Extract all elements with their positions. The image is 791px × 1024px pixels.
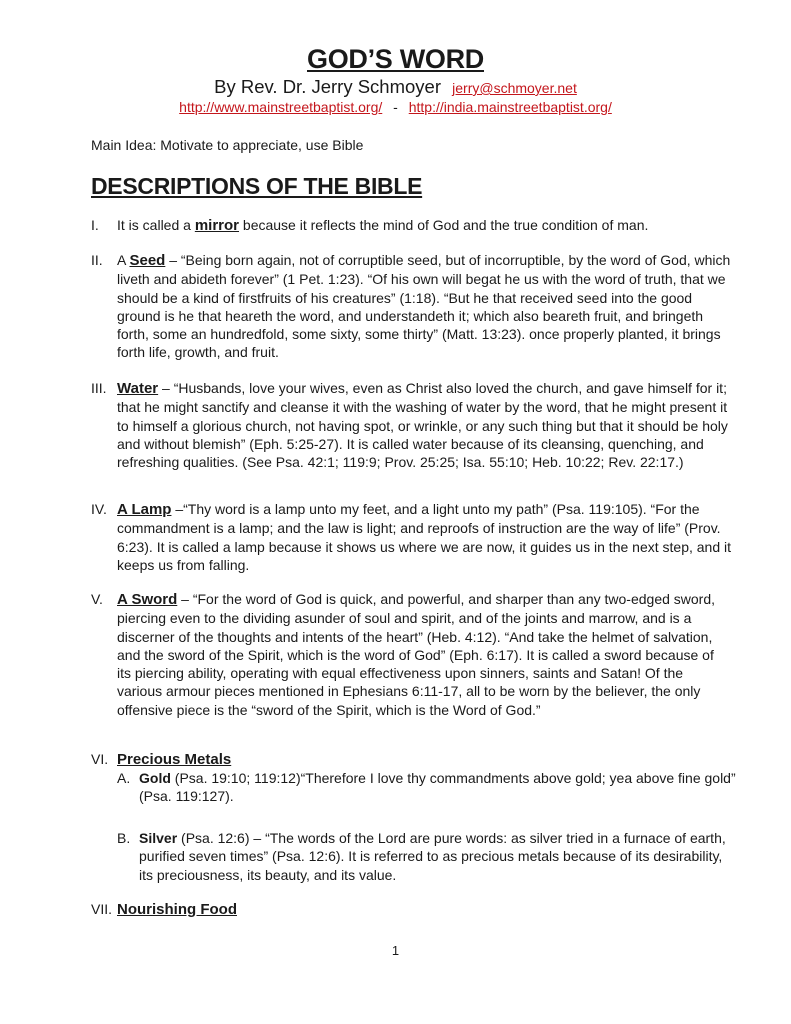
- sub-item-silver: B. Silver (Psa. 12:6) – “The words of the Lord are pure words: as silver tried in a furnace of earth, purified seven times” (Psa. 12:6). It is referred to as precious metals because of its desirability, its preciousness, its beauty, and its value.: [117, 830, 726, 883]
- item-number: VI.: [91, 751, 109, 767]
- item-number: IV.: [91, 501, 107, 517]
- item-label: Precious Metals: [117, 751, 232, 768]
- item-number: II.: [91, 252, 103, 268]
- item-number: III.: [91, 380, 107, 396]
- email-link[interactable]: jerry@schmoyer.net: [452, 80, 577, 96]
- item-label: Seed: [129, 252, 166, 269]
- list-item-nourishing-food: [91, 900, 731, 919]
- india-link[interactable]: http://india.mainstreetbaptist.org/: [408, 99, 612, 115]
- item-label: A Sword: [117, 591, 178, 608]
- page-number: 1: [391, 943, 400, 958]
- item-label: Nourishing Food: [117, 901, 237, 918]
- list-item-sword: V. A Sword – “For the word of God is quick, and powerful, and sharper than any two-edged sword, piercing even to the dividing asunder of soul and spirit, and of the joints and marrow, and is a discerner of the thoughts and intents of the heart” (Heb. 4:12). “And take the helmet of salvation, and the sword of the Spirit, which is the word of God” (Eph. 6:17). It is called a sword because of its piercing ability, operating with equal effectiveness upon sinners, saints and Satan! Of the various armour pieces mentioned in Ephesians 6:11-17, all to be worn by the believer, the only offensive piece is the “sword of the Spirit, which is the Word of God.”: [91, 591, 716, 718]
- section-heading: DESCRIPTIONS OF THE BIBLE: [91, 173, 423, 199]
- list-item-seed: II. A Seed – “Being born again, not of corruptible seed, but of incorruptible, by the word of God, which liveth and abideth forever” (1 Pet. 1:23). “Of his own will begat he us with the word of truth, that we should be a kind of firstfruits of his creatures” (1:18). “But he that received seed into the good ground is he that heareth the word, and understandeth it; which also beareth fruit, and bringeth forth, some an hundredfold, some sixty, some thirty” (Matt. 13:23). once properly planted, it brings forth life, growth, and fruit.: [91, 252, 731, 361]
- list-item-precious-metals: [91, 750, 731, 769]
- list-item-mirror: I. It is called a mirror because it reflects the mind of God and the true condition of man.: [91, 217, 649, 234]
- sub-item-letter: B.: [117, 830, 131, 846]
- item-number: VII.: [91, 901, 113, 917]
- author-name: By Rev. Dr. Jerry Schmoyer: [214, 76, 441, 97]
- item-number: V.: [91, 591, 103, 607]
- sub-item-label: Silver: [139, 830, 178, 846]
- item-number: I.: [91, 217, 99, 233]
- main-idea: Main Idea: Motivate to appreciate, use Bible: [91, 137, 364, 153]
- mainstreet-link[interactable]: http://www.mainstreetbaptist.org/: [179, 99, 383, 115]
- byline: [0, 76, 791, 98]
- sub-item-gold: A. Gold (Psa. 19:10; 119:12)“Therefore I love thy commandments above gold; yea above fine gold” (Psa. 119:127).: [117, 770, 736, 805]
- link-separator: -: [393, 99, 398, 115]
- sub-item-letter: A.: [117, 770, 131, 786]
- website-links: [0, 99, 791, 115]
- document-title: GOD’S WORD: [307, 44, 484, 74]
- item-label: Water: [117, 380, 159, 397]
- list-item-water: III. Water – “Husbands, love your wives, even as Christ also loved the church, and gave himself for it; that he might sanctify and cleanse it with the washing of water by the word, that he might present it to himself a glorious church, not having spot, or wrinkle, or any such thing but that it should be holy and without blemish” (Eph. 5:25-27). It is called water because of its cleansing, quenching, and refreshing qualities. (See Psa. 42:1; 119:9; Prov. 25:25; Isa. 55:10; Heb. 10:22; Rev. 22:17.): [91, 380, 728, 471]
- list-item-lamp: IV. A Lamp –“Thy word is a lamp unto my feet, and a light unto my path” (Psa. 119:105). “For the commandment is a lamp; and the law is light; and reproofs of instruction are the way of life” (Prov. 6:23). It is called a lamp because it shows us where we are now, it guides us in the next step, and it keeps us from falling.: [91, 501, 732, 573]
- sub-item-label: Gold: [139, 770, 171, 786]
- item-label: mirror: [194, 217, 240, 234]
- item-label: A Lamp: [117, 501, 172, 518]
